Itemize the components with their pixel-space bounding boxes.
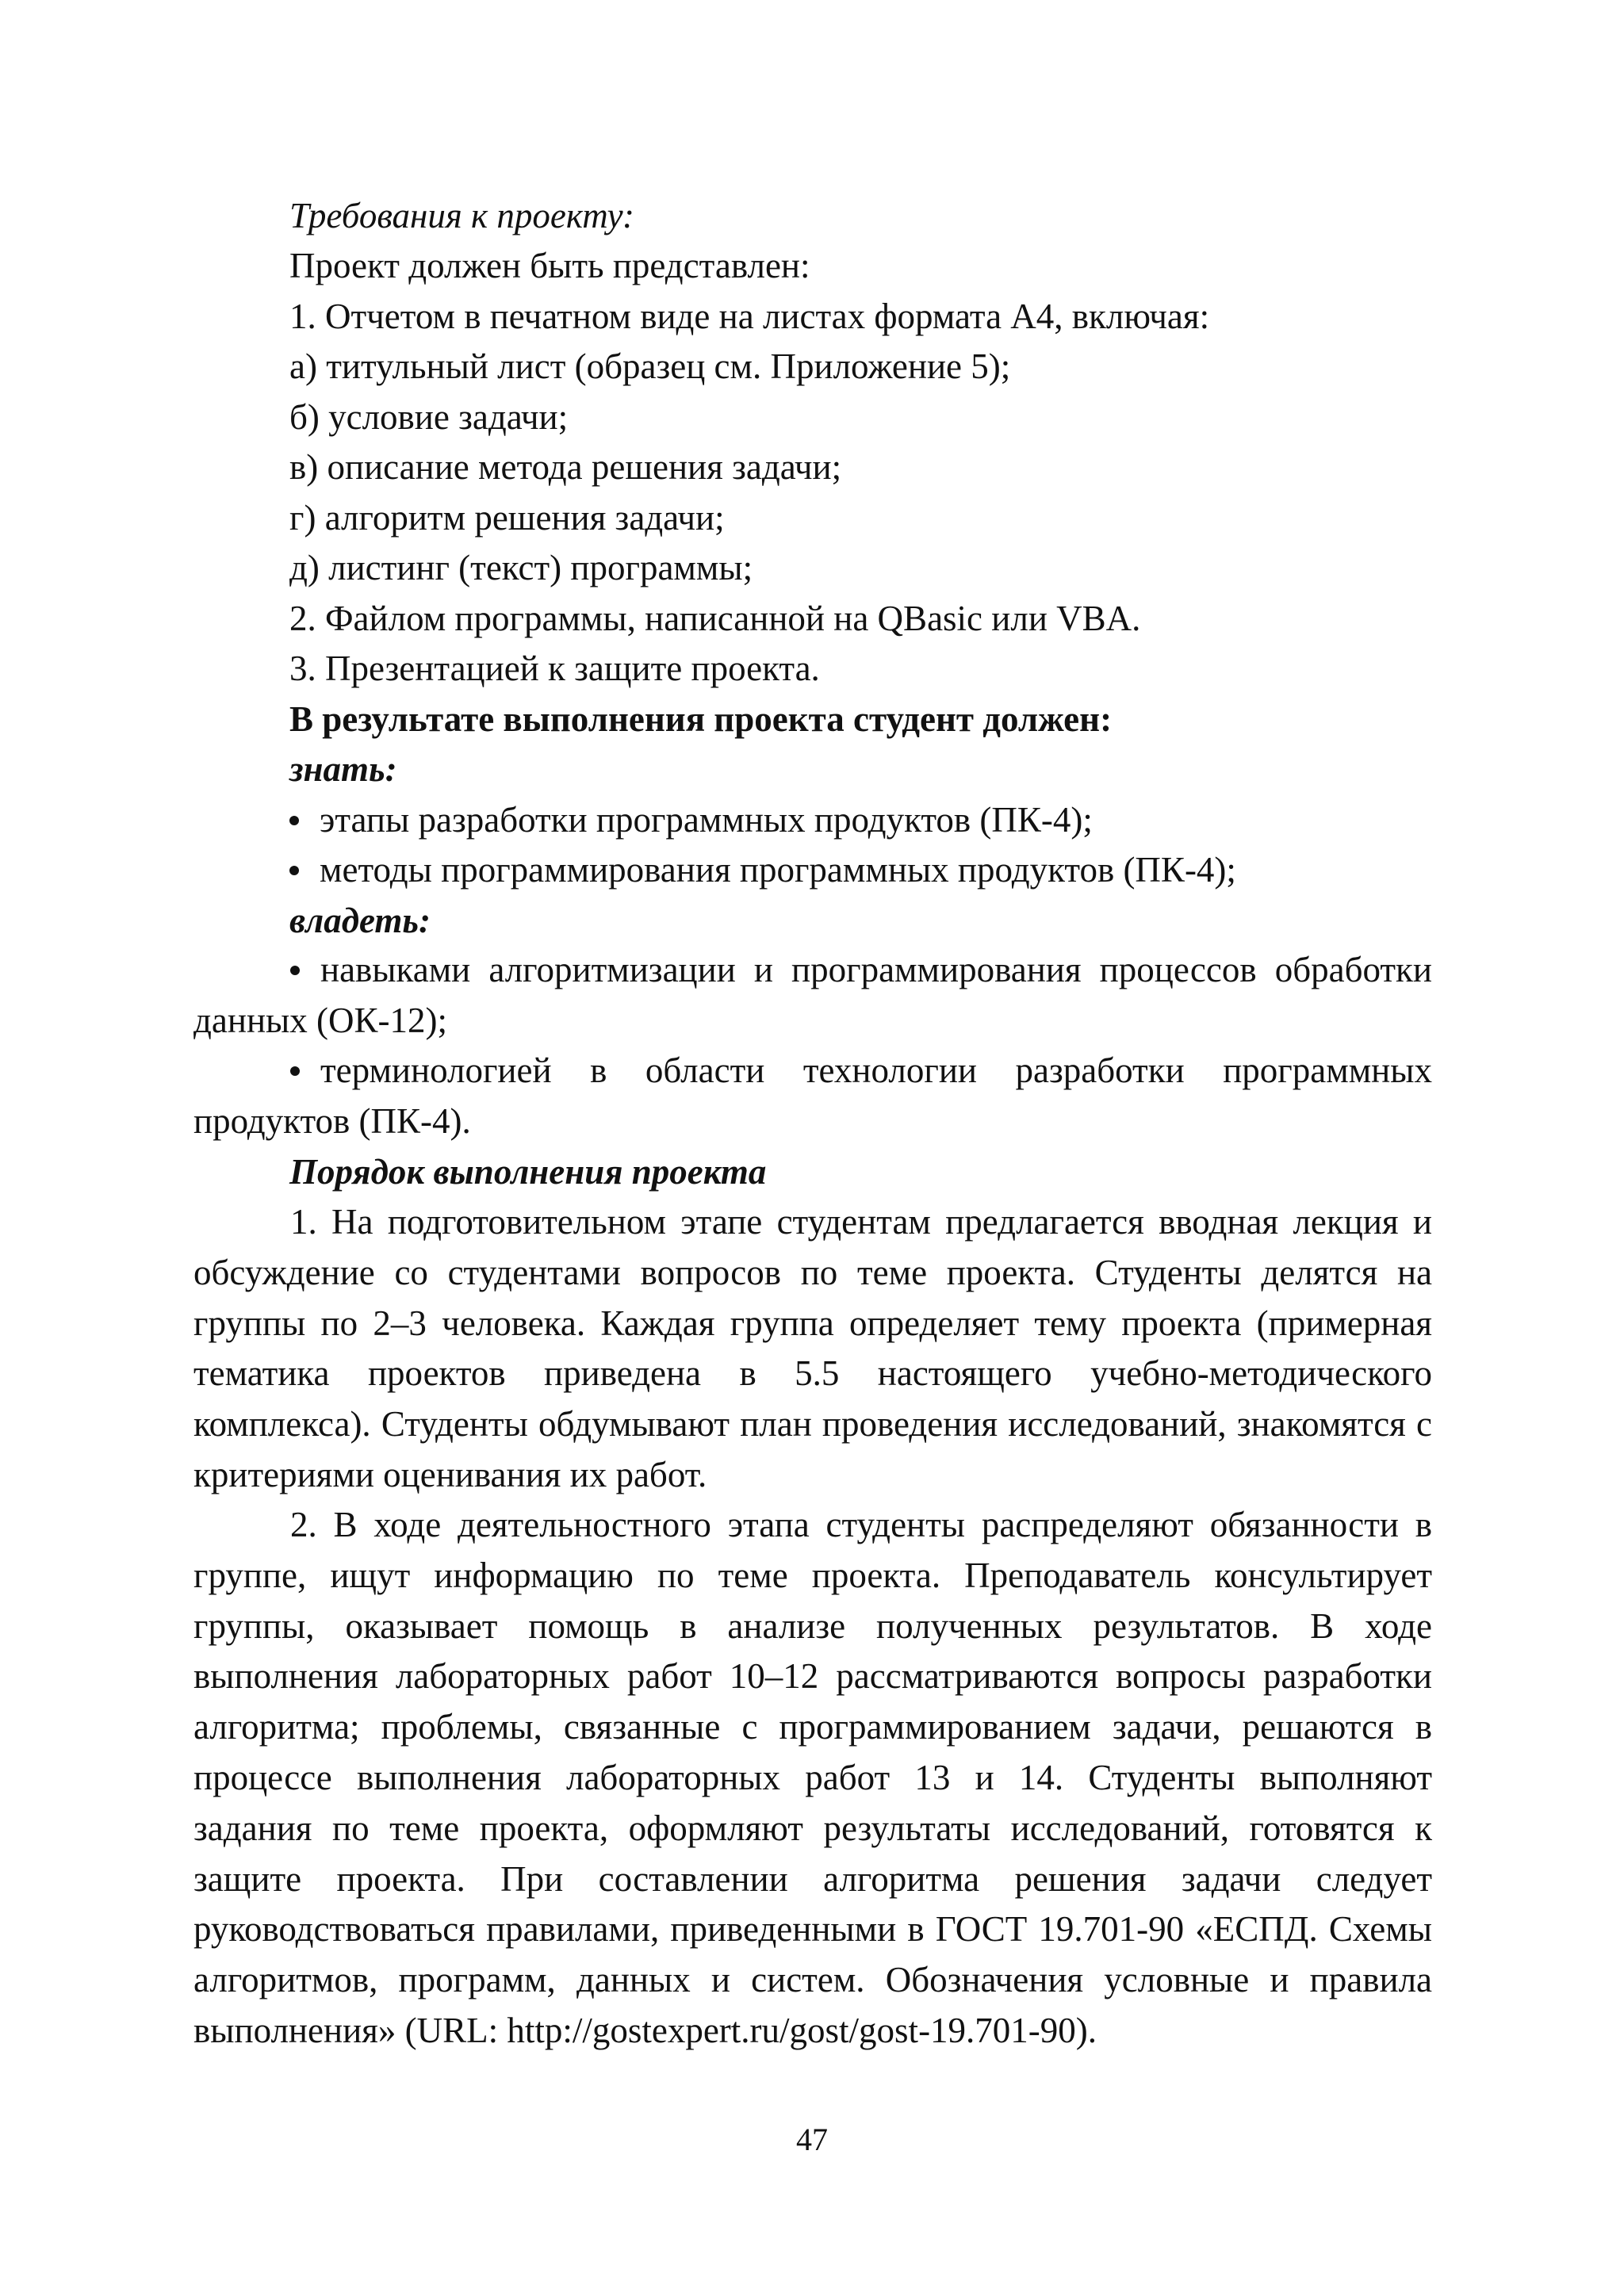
bullet-icon <box>290 966 300 975</box>
bullet-item <box>289 802 1093 838</box>
bullet-item <box>193 945 1432 1047</box>
list-item: б) условие задачи; <box>289 397 569 437</box>
know-label: знать: <box>289 749 397 789</box>
list-item: д) листинг (текст) программы; <box>289 548 753 587</box>
list-item: в) описание метода решения задачи; <box>289 447 842 487</box>
list-item: 3. Презентацией к защите проекта. <box>289 649 820 688</box>
outcomes-heading: В результате выполнения проекта студент должен: <box>289 699 1113 739</box>
requirements-intro: Проект должен быть представлен: <box>289 246 810 285</box>
bullet-icon <box>289 866 299 875</box>
bullet-icon <box>290 1066 300 1076</box>
bullet-text: навыками алгоритмизации и программирования процессов обработки данных (ОК-12); <box>193 950 1432 1040</box>
procedure-heading: Порядок выполнения проекта <box>289 1152 767 1192</box>
paragraph: 1. На подготовительном этапе студентам предлагается вводная лекция и обсуждение со студентами вопросов по теме проекта. Студенты делятся на группы по 2–3 человека. Каждая группа определяет тему проекта (примерная тематика проектов приведена в 5.5 настоящего учебно-методического комплекса). Студенты обдумывают план проведения исследований, знакомятся с критериями оценивания их работ. <box>193 1202 1432 1494</box>
bullet-text: методы программирования программных продуктов (ПК-4); <box>320 850 1236 890</box>
bullet-item <box>289 852 1236 888</box>
paragraph: 2. В ходе деятельностного этапа студенты распределяют обязанности в группе, ищут информацию по теме проекта. Преподаватель консультирует группы, оказывает помощь в анализе полученных результатов. В ходе выполнения лабораторных работ 10–12 рассматриваются вопросы разработки алгоритма; проблемы, связанные с программированием задачи, решаются в процессе выполнения лабораторных работ 13 и 14. Студенты выполняют задания по теме проекта, оформляют результаты исследований, готовятся к защите проекта. При составлении алгоритма решения задачи следует руководствоваться правилами, приведенными в ГОСТ 19.701-90 «ЕСПД. Схемы алгоритмов, программ, данных и систем. Обозначения условные и правила выполнения» (URL: http://gostexpert.ru/gost/gost-19.701-90). <box>193 1505 1432 2050</box>
bullet-icon <box>289 816 299 825</box>
list-item: 1. Отчетом в печатном виде на листах формата А4, включая: <box>289 297 1210 336</box>
bullet-text: терминологией в области технологии разработки программных продуктов (ПК-4). <box>193 1050 1432 1141</box>
bullet-text: этапы разработки программных продуктов (ПК-4); <box>320 800 1093 840</box>
list-item: 2. Файлом программы, написанной на QBasic или VBA. <box>289 599 1141 638</box>
bullet-item <box>193 1046 1432 1147</box>
master-label: владеть: <box>289 901 431 940</box>
list-item: а) титульный лист (образец см. Приложение 5); <box>289 346 1011 386</box>
list-item: г) алгоритм решения задачи; <box>289 498 725 538</box>
page-number: 47 <box>796 2122 828 2157</box>
requirements-title: Требования к проекту: <box>289 196 635 235</box>
